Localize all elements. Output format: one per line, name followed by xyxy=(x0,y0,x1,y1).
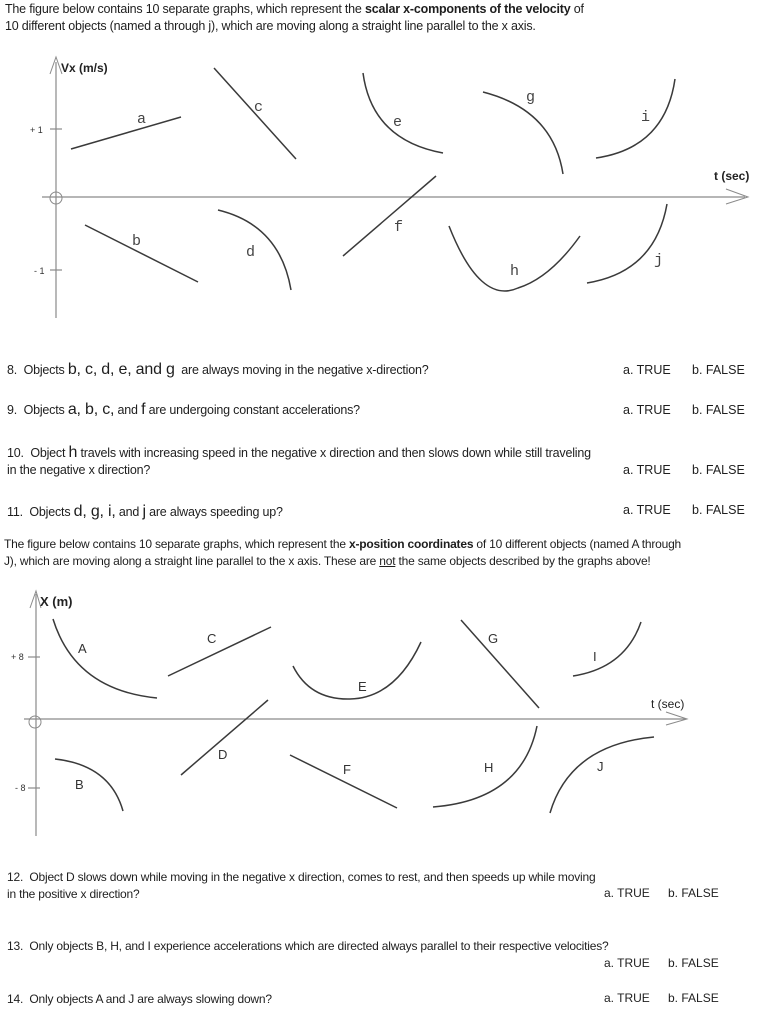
question-number: 10. xyxy=(7,446,24,460)
question-11 xyxy=(7,503,283,521)
q14-option-false[interactable]: b. FALSE xyxy=(668,991,719,1005)
q11-option-true[interactable]: a. TRUE xyxy=(623,503,671,517)
question-objects: d, g, i, xyxy=(73,503,116,520)
question-objects: j xyxy=(142,503,146,520)
curve-label-G: G xyxy=(488,631,499,646)
question-text: Objects xyxy=(23,363,68,377)
question-text: Only objects A and J are always slowing down? xyxy=(29,992,272,1006)
intro-position-line1 xyxy=(4,536,681,553)
position-x-axis-label: t (sec) xyxy=(651,697,685,711)
q9-option-true[interactable]: a. TRUE xyxy=(623,403,671,417)
q10-option-true[interactable]: a. TRUE xyxy=(623,463,671,477)
curve-B xyxy=(55,759,123,811)
curve-label-j: j xyxy=(654,252,664,269)
q11-option-false[interactable]: b. FALSE xyxy=(692,503,745,517)
velocity-y-axis-label: Vx (m/s) xyxy=(61,61,108,75)
intro-velocity-line2: 10 different objects (named a through j), which are moving along a straight line parallel to the x axis. xyxy=(5,19,536,33)
curve-h xyxy=(449,226,580,291)
curve-label-E: E xyxy=(358,679,367,694)
q10-option-false[interactable]: b. FALSE xyxy=(692,463,745,477)
intro-text: the same objects described by the graphs above! xyxy=(395,554,651,568)
intro-text: J), which are moving along a straight line parallel to the x axis. These are xyxy=(4,554,380,568)
velocity-axes xyxy=(42,57,748,318)
tick-plus-8: + 8 xyxy=(11,652,24,662)
curve-g xyxy=(483,92,563,174)
curve-label-I: I xyxy=(593,649,597,664)
curve-D xyxy=(181,700,268,775)
question-number: 14. xyxy=(7,992,24,1006)
question-number: 9. xyxy=(7,403,18,417)
question-text: Objects xyxy=(29,505,74,519)
q14-option-true[interactable]: a. TRUE xyxy=(604,991,650,1005)
question-text: and xyxy=(114,403,142,417)
curve-G xyxy=(461,620,539,708)
intro-text: of xyxy=(570,2,584,16)
q9-option-false[interactable]: b. FALSE xyxy=(692,403,745,417)
intro-bold-text: x-position coordinates xyxy=(349,537,474,551)
intro-position-line2 xyxy=(4,553,651,570)
curve-I xyxy=(573,622,641,676)
tick-minus-8: - 8 xyxy=(15,783,26,793)
position-axes xyxy=(24,591,687,836)
curve-label-h: h xyxy=(510,263,520,280)
position-graphs-figure xyxy=(0,585,768,845)
curve-label-i: i xyxy=(641,109,651,126)
intro-text: of 10 different objects (named A through xyxy=(473,537,682,551)
curve-J xyxy=(550,737,654,813)
position-y-axis-label: X (m) xyxy=(40,594,73,609)
intro-underline-text: not xyxy=(379,554,396,568)
q13-option-false[interactable]: b. FALSE xyxy=(668,956,719,970)
question-text: Object D slows down while moving in the negative x direction, comes to rest, and then speeds up while moving xyxy=(29,870,596,884)
question-10-line2: in the negative x direction? xyxy=(7,463,151,477)
curve-label-F: F xyxy=(343,762,351,777)
q13-option-true[interactable]: a. TRUE xyxy=(604,956,650,970)
curve-A xyxy=(53,619,157,698)
q8-option-true[interactable]: a. TRUE xyxy=(623,363,671,377)
question-number: 12. xyxy=(7,870,24,884)
question-objects: b, c, d, e, and g xyxy=(67,361,175,378)
curve-E xyxy=(293,642,421,699)
question-14 xyxy=(7,991,272,1008)
curve-a xyxy=(71,117,181,149)
question-text: Object xyxy=(30,446,69,460)
q12-option-true[interactable]: a. TRUE xyxy=(604,886,650,900)
question-text: Objects xyxy=(23,403,68,417)
velocity-graphs-figure xyxy=(0,50,768,350)
curve-label-e: e xyxy=(393,114,403,131)
curve-label-c: c xyxy=(254,99,264,116)
curve-j xyxy=(587,204,667,283)
question-8 xyxy=(7,361,428,379)
question-9 xyxy=(7,401,360,419)
question-text: travels with increasing speed in the negative x direction and then slows down while still traveling xyxy=(77,446,591,460)
question-number: 8. xyxy=(7,363,18,377)
curve-label-H: H xyxy=(484,760,494,775)
q12-option-false[interactable]: b. FALSE xyxy=(668,886,719,900)
question-objects: h xyxy=(68,444,78,461)
question-text: Only objects B, H, and I experience accelerations which are directed always parallel to their respective velocities? xyxy=(29,939,609,953)
question-10 xyxy=(7,444,591,462)
curve-label-d: d xyxy=(246,244,256,261)
curve-label-D: D xyxy=(218,747,228,762)
curve-f xyxy=(343,176,436,256)
question-13 xyxy=(7,938,608,955)
curve-label-g: g xyxy=(526,89,536,106)
curve-label-B: B xyxy=(75,777,84,792)
velocity-x-axis-label: t (sec) xyxy=(714,169,750,183)
curve-i xyxy=(596,79,675,158)
curve-b xyxy=(85,225,198,282)
question-12-line2: in the positive x direction? xyxy=(7,887,140,901)
intro-text: The figure below contains 10 separate graphs, which represent the xyxy=(5,2,365,16)
question-text: are always speeding up? xyxy=(145,505,283,519)
question-text: and xyxy=(115,505,143,519)
curve-label-a: a xyxy=(137,111,147,128)
curve-label-J: J xyxy=(597,759,604,774)
question-number: 11. xyxy=(7,505,23,519)
curve-label-A: A xyxy=(78,641,87,656)
curve-e xyxy=(363,73,443,153)
tick-minus-1: - 1 xyxy=(34,266,45,276)
question-text: are undergoing constant accelerations? xyxy=(145,403,360,417)
curve-C xyxy=(168,627,271,676)
intro-text: The figure below contains 10 separate graphs, which represent the xyxy=(4,537,350,551)
intro-velocity-line1 xyxy=(5,1,584,18)
curve-label-f: f xyxy=(394,219,404,236)
tick-plus-1: + 1 xyxy=(30,125,43,135)
curve-label-C: C xyxy=(207,631,217,646)
intro-bold-text: scalar x-components of the velocity xyxy=(364,2,571,16)
curve-label-b: b xyxy=(132,233,142,250)
question-text: are always moving in the negative x-direction? xyxy=(178,363,429,377)
question-objects: a, b, c, xyxy=(67,401,115,418)
question-12 xyxy=(7,869,595,886)
q8-option-false[interactable]: b. FALSE xyxy=(692,363,745,377)
question-number: 13. xyxy=(7,939,24,953)
question-objects: f xyxy=(141,401,146,418)
